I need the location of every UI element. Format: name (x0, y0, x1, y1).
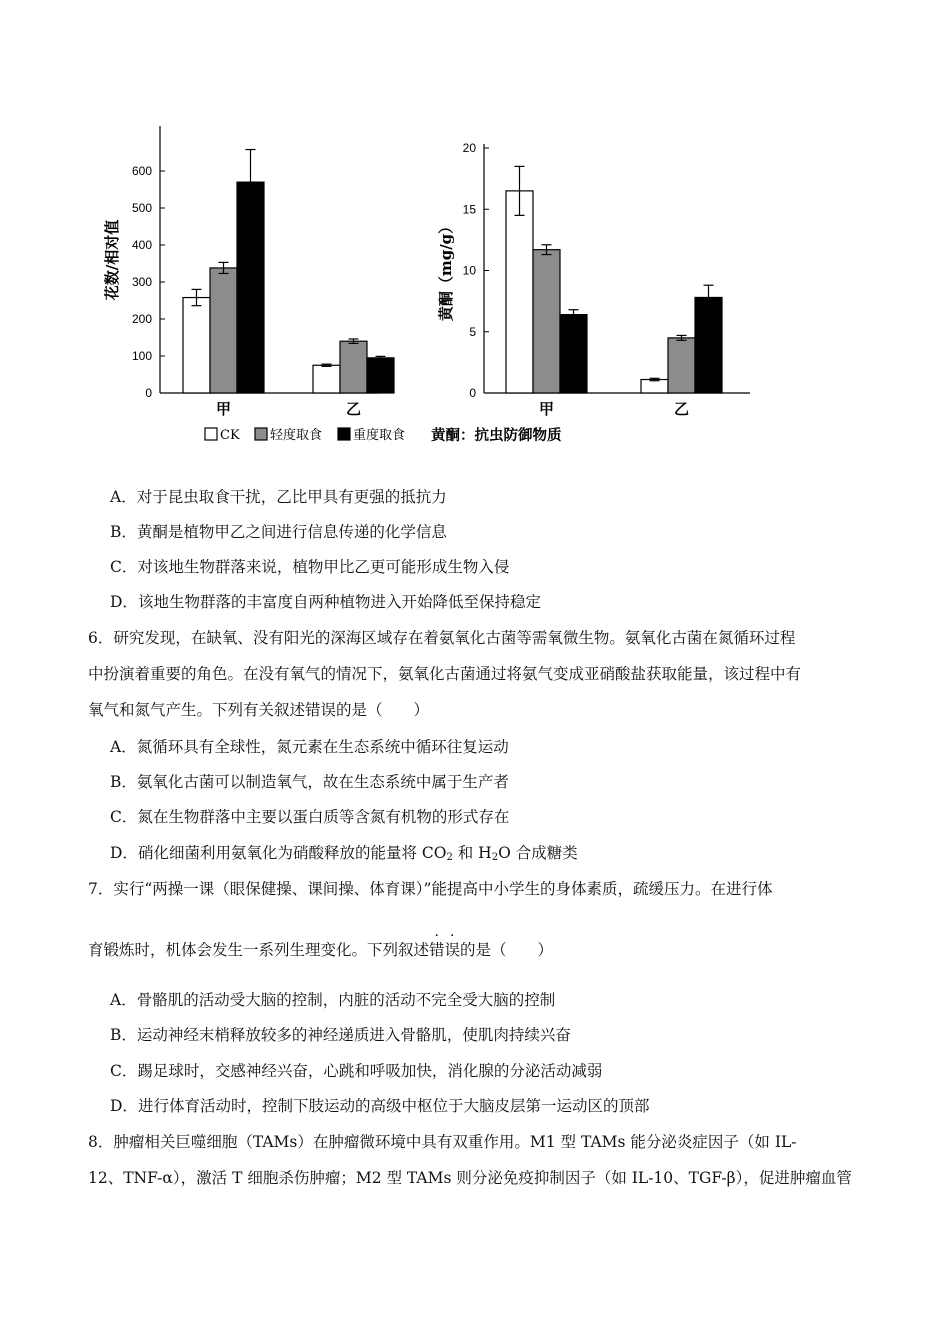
y-tick-label-0-0: 0 (145, 386, 152, 400)
bar-1-1-0 (641, 380, 668, 393)
y-tick-label-0-4: 400 (131, 238, 152, 252)
legend-swatch-1 (255, 428, 267, 440)
q6-stem-line-3: 氧气和氮气产生。下列有关叙述错误的是（ ） (88, 701, 430, 719)
y-tick-label-0-3: 300 (131, 275, 152, 289)
figure-note: 黄酮：抗虫防御物质 (431, 427, 562, 444)
category-label-1-1: 乙 (673, 400, 690, 418)
bar-1-0-1 (533, 250, 560, 393)
y-tick-label-1-2: 10 (462, 263, 476, 278)
bar-0-1-0 (313, 365, 340, 393)
y-axis-label-1: 黄酮（mg/g） (437, 218, 455, 322)
category-label-1-0: 甲 (538, 400, 555, 418)
bar-1-0-2 (560, 315, 587, 393)
y-tick-label-0-2: 200 (131, 312, 152, 326)
y-tick-label-0-6: 600 (131, 164, 152, 178)
bar-0-1-2 (367, 358, 394, 393)
q7-option-b: B．运动神经末梢释放较多的神经递质进入骨骼肌，使肌肉持续兴奋 (110, 1026, 571, 1044)
bar-1-0-0 (506, 191, 533, 393)
q7-stem-line-1: 7．实行“两操一课（眼保健操、课间操、体育课）”能提高中小学生的身体素质，疏缓压力。在进行体 (88, 880, 773, 898)
bar-1-1-2 (695, 297, 722, 393)
legend-swatch-0 (205, 428, 217, 440)
legend-swatch-2 (338, 428, 350, 440)
legend-label-1: 轻度取食 (270, 428, 323, 443)
bar-0-1-1 (340, 341, 367, 393)
y-tick-label-1-1: 5 (469, 324, 476, 339)
q6-option-a: A．氮循环具有全球性，氮元素在生态系统中循环往复运动 (110, 738, 509, 756)
q6-stem-line-1: 6．研究发现，在缺氧、没有阳光的深海区域存在着氨氧化古菌等需氧微生物。氨氧化古菌在氮循环过程 (88, 629, 796, 647)
q6-option-b: B．氨氧化古菌可以制造氧气，故在生态系统中属于生产者 (110, 773, 509, 791)
y-tick-label-1-4: 20 (462, 141, 476, 155)
q5-option-d: D．该地生物群落的丰富度自两种植物进入开始降低至保持稳定 (110, 593, 541, 611)
q6-option-c: C．氮在生物群落中主要以蛋白质等含氮有机物的形式存在 (110, 808, 510, 826)
q7-option-c: C．踢足球时，交感神经兴奋，心跳和呼吸加快，消化腺的分泌活动减弱 (110, 1062, 603, 1080)
q5-option-a: A．对于昆虫取食干扰，乙比甲具有更强的抵抗力 (110, 488, 447, 506)
bar-0-0-1 (210, 268, 237, 393)
q6-option-d: D．硝化细菌利用氨氧化为硝酸释放的能量将 $CO_2$ 和 $H_2O$ 合成糖类 (110, 844, 578, 863)
q7-option-d: D．进行体育活动时，控制下肢运动的高级中枢位于大脑皮层第一运动区的顶部 (110, 1097, 650, 1115)
q6-stem-line-2: 中扮演着重要的角色。在没有氧气的情况下，氨氧化古菌通过将氨气变成亚硝酸盐获取能量，该过程中有 (88, 665, 802, 683)
bar-1-1-1 (668, 338, 695, 393)
q8-stem-line-2: 12、TNF-α），激活 T 细胞杀伤肿瘤；M2 型 TAMs 则分泌免疫抑制因子（如 IL-10、TGF-β），促进肿瘤血管 (88, 1169, 852, 1187)
q7-option-a: A．骨骼肌的活动受大脑的控制，内脏的活动不完全受大脑的控制 (110, 991, 556, 1009)
y-tick-label-0-5: 500 (131, 201, 152, 215)
bar-chart-figure (95, 120, 775, 455)
emphasis-char-2: 误 (444, 941, 461, 959)
q5-option-b: B．黄酮是植物甲乙之间进行信息传递的化学信息 (110, 523, 447, 541)
q5-option-c: C．对该地生物群落来说，植物甲比乙更可能形成生物入侵 (110, 558, 510, 576)
q7-stem-line-2: 育锻炼时，机体会发生一系列生理变化。下列叙述错误的是（ ） (88, 941, 554, 959)
y-axis-label-0: 花数/相对值 (103, 219, 121, 301)
legend-label-2: 重度取食 (353, 428, 406, 443)
y-tick-label-1-3: 15 (462, 202, 476, 217)
emphasis-char-1: 错 (429, 941, 445, 959)
y-tick-label-0-1: 100 (131, 349, 152, 363)
q8-stem-line-1: 8．肿瘤相关巨噬细胞（TAMs）在肿瘤微环境中具有双重作用。M1 型 TAMs 能分泌炎症因子（如 IL- (88, 1133, 797, 1151)
bar-0-0-0 (183, 298, 210, 393)
y-tick-label-1-0: 0 (469, 386, 476, 400)
category-label-0-1: 乙 (345, 400, 362, 418)
legend-label-0: CK (220, 428, 240, 443)
category-label-0-0: 甲 (215, 400, 232, 418)
